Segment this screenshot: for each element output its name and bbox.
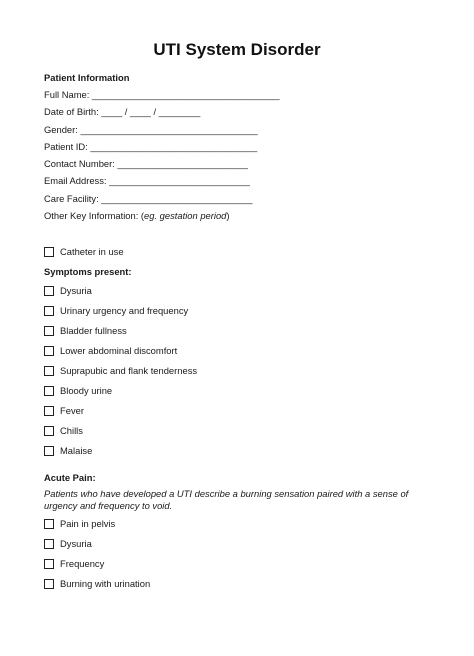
checkbox[interactable] [44, 386, 54, 396]
checkbox[interactable] [44, 346, 54, 356]
pain-item[interactable] [44, 558, 104, 569]
symptom-label: Suprapubic and flank tenderness [60, 365, 198, 376]
catheter-checkbox-row[interactable] [44, 246, 124, 257]
care-facility-field[interactable]: Care Facility: _____________________________ [44, 193, 253, 204]
symptom-item[interactable] [44, 305, 188, 316]
checkbox[interactable] [44, 426, 54, 436]
symptom-item[interactable] [44, 325, 127, 336]
checkbox[interactable] [44, 519, 54, 529]
symptom-label: Urinary urgency and frequency [60, 305, 189, 316]
symptoms-heading: Symptoms present: [44, 266, 132, 277]
pain-label: Pain in pelvis [60, 518, 116, 529]
other-info-close: ) [226, 210, 230, 221]
symptom-item[interactable] [44, 285, 92, 296]
page-title: UTI System Disorder [153, 40, 321, 59]
symptom-label: Fever [60, 405, 84, 416]
email-address-field[interactable]: Email Address: ___________________________ [44, 175, 250, 186]
symptom-item[interactable] [44, 365, 197, 376]
checkbox[interactable] [44, 406, 54, 416]
pain-label: Frequency [60, 558, 105, 569]
symptom-label: Dysuria [60, 285, 92, 296]
checkbox[interactable] [44, 286, 54, 296]
contact-number-field[interactable]: Contact Number: _________________________ [44, 158, 248, 169]
checkbox[interactable] [44, 306, 54, 316]
full-name-field[interactable]: Full Name: ____________________________________ [44, 89, 280, 100]
checkbox[interactable] [44, 366, 54, 376]
acute-pain-description: Patients who have developed a UTI describe a burning sensation paired with a sense of urgency and frequency to void. [44, 488, 409, 511]
symptom-label: Malaise [60, 445, 93, 456]
symptom-item[interactable] [44, 345, 177, 356]
symptom-label: Lower abdominal discomfort [60, 345, 178, 356]
checkbox[interactable] [44, 539, 54, 549]
pain-item[interactable] [44, 518, 115, 529]
checkbox[interactable] [44, 446, 54, 456]
pain-item[interactable] [44, 578, 150, 589]
other-info-label: Other Key Information: ( [44, 210, 145, 221]
pain-label: Dysuria [60, 538, 92, 549]
checkbox[interactable] [44, 579, 54, 589]
catheter-label: Catheter in use [60, 246, 124, 257]
acute-pain-heading: Acute Pain: [44, 472, 96, 483]
symptom-item[interactable] [44, 405, 84, 416]
patient-id-field[interactable]: Patient ID: ________________________________ [44, 141, 258, 152]
symptom-label: Bloody urine [60, 385, 113, 396]
checkbox[interactable] [44, 326, 54, 336]
other-key-information-field[interactable] [44, 210, 230, 221]
other-info-hint: eg. gestation period [144, 210, 227, 221]
checkbox[interactable] [44, 247, 54, 257]
gender-field[interactable]: Gender: __________________________________ [44, 124, 258, 135]
symptom-item[interactable] [44, 445, 92, 456]
patient-information-heading: Patient Information [44, 72, 130, 83]
pain-label: Burning with urination [60, 578, 151, 589]
symptom-label: Bladder fullness [60, 325, 127, 336]
symptom-label: Chills [60, 425, 83, 436]
symptom-item[interactable] [44, 425, 83, 436]
checkbox[interactable] [44, 559, 54, 569]
symptom-item[interactable] [44, 385, 112, 396]
date-of-birth-field[interactable]: Date of Birth: ____ / ____ / ________ [44, 106, 201, 117]
pain-item[interactable] [44, 538, 92, 549]
